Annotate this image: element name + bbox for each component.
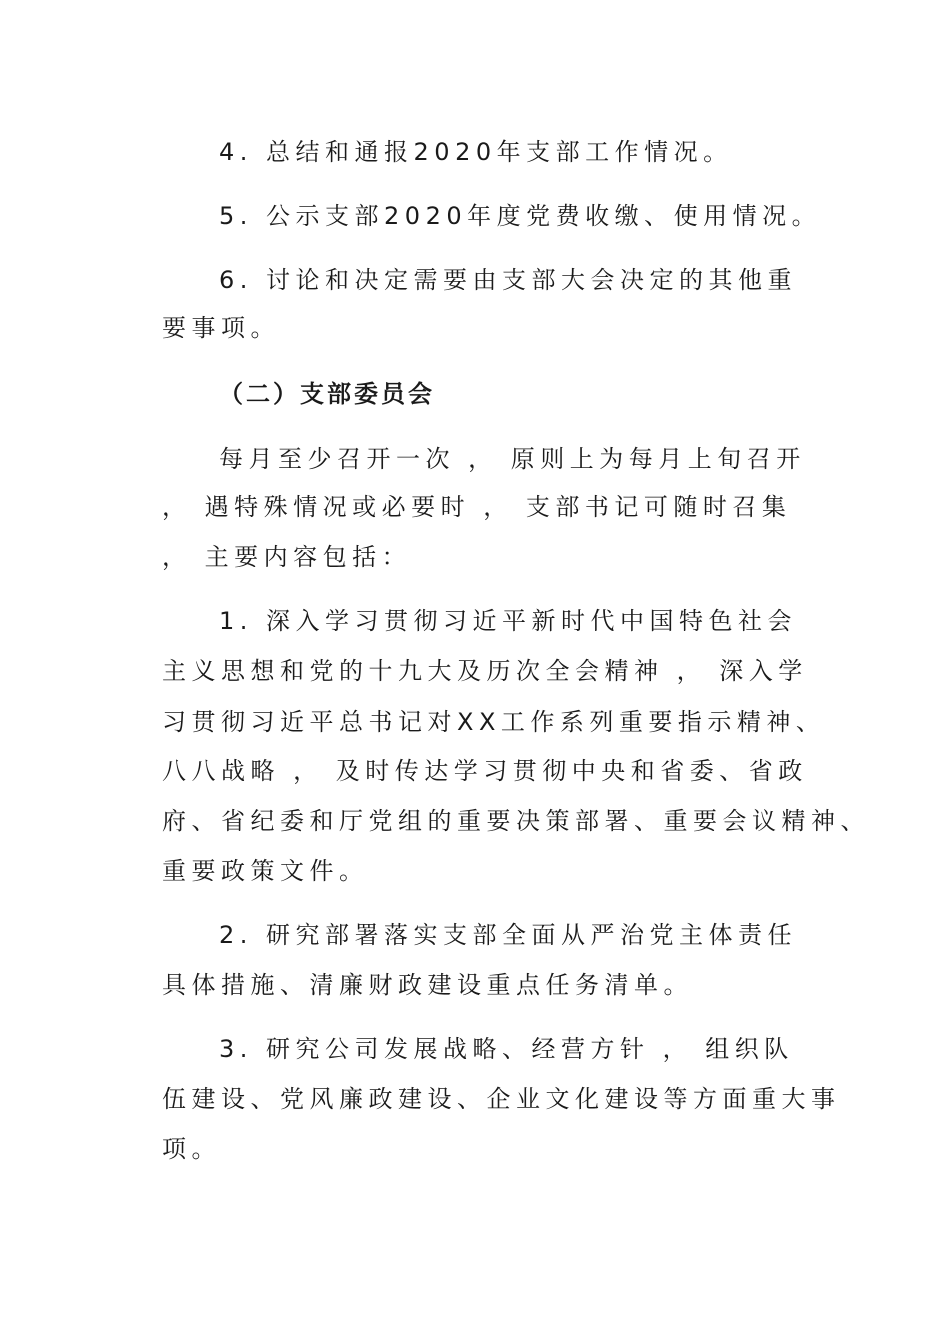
item-1-line-6: 重要政策文件。 <box>162 857 369 885</box>
item-3-line-2: 伍建设、党风廉政建设、企业文化建设等方面重大事 <box>162 1085 841 1113</box>
item-2-line-1: 2. 研究部署落实支部全面从严治党主体责任 <box>219 921 798 949</box>
item-4-line-1: 4. 总结和通报2020年支部工作情况。 <box>219 138 733 166</box>
section-heading: （二）支部委员会 <box>219 380 435 408</box>
item-3-line-1: 3. 研究公司发展战略、经营方针 ， 组织队 <box>219 1035 794 1063</box>
intro-line-3: ， 主要内容包括： <box>162 543 412 571</box>
item-5-line-1: 5. 公示支部2020年度党费收缴、使用情况。 <box>219 202 822 230</box>
item-1-line-3: 习贯彻习近平总书记对XX工作系列重要指示精神、 <box>162 708 826 736</box>
item-1-line-1: 1. 深入学习贯彻习近平新时代中国特色社会 <box>219 607 798 635</box>
item-1-line-5: 府、省纪委和厅党组的重要决策部署、重要会议精神、 <box>162 807 870 835</box>
intro-line-2: ， 遇特殊情况或必要时 ， 支部书记可随时召集 <box>162 493 792 521</box>
item-1-line-4: 八八战略 ， 及时传达学习贯彻中央和省委、省政 <box>162 757 808 785</box>
item-6-line-1: 6. 讨论和决定需要由支部大会决定的其他重 <box>219 266 798 294</box>
intro-line-1: 每月至少召开一次 ， 原则上为每月上旬召开 <box>219 445 806 473</box>
item-1-line-2: 主义思想和党的十九大及历次全会精神 ， 深入学 <box>162 657 808 685</box>
item-3-line-3: 项。 <box>162 1135 221 1163</box>
item-6-line-2: 要事项。 <box>162 314 280 342</box>
item-2-line-2: 具体措施、清廉财政建设重点任务清单。 <box>162 971 693 999</box>
